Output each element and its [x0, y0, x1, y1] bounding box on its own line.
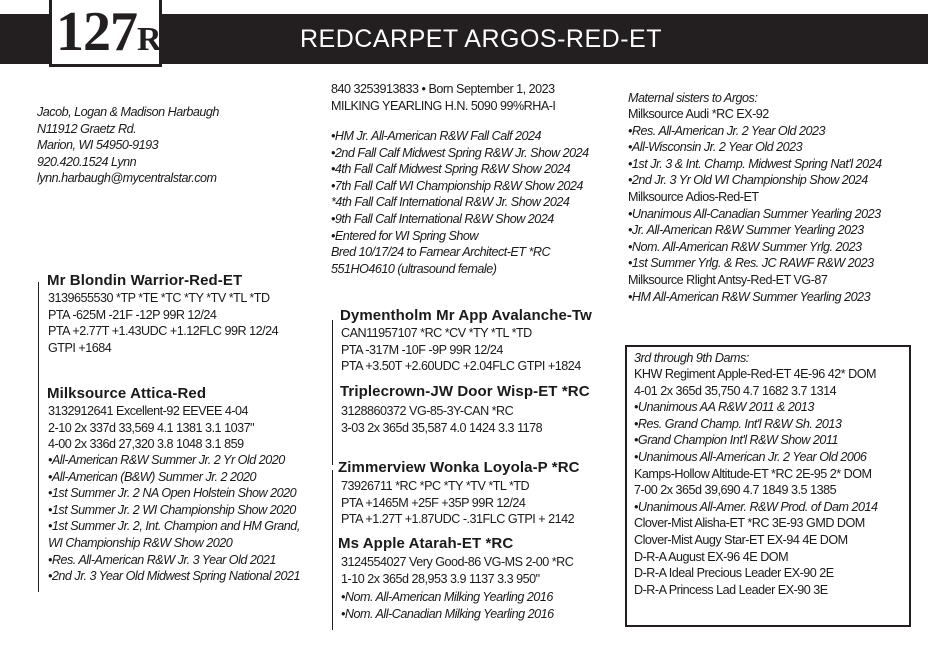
sister-entry: Milksource Adios-Red-ET — [628, 189, 759, 204]
ancestral-dam-record: 4-01 2x 365d 35,750 4.7 1682 3.7 1314 — [634, 383, 837, 398]
sire-line: PTA -625M -21F -12P 99R 12/24 — [48, 307, 217, 322]
sire-bracket-line — [38, 282, 39, 592]
dam-honor: •All-American (B&W) Summer Jr. 2 2020 — [48, 469, 256, 484]
paternal-side-bracket-line — [332, 470, 333, 630]
consignor-line: Jacob, Logan & Madison Harbaugh — [37, 105, 219, 119]
paternal-grandsire-line: PTA +1.27T +1.87UDC -.31FLC GTPI + 2142 — [341, 512, 575, 527]
sister-honor: •All-Wisconsin Jr. 2 Year Old 2023 — [628, 140, 803, 155]
dam-honor: WI Championship R&W Show 2020 — [48, 535, 233, 550]
consignor-line: lynn.harbaugh@mycentralstar.com — [37, 171, 217, 186]
sister-entry: Milksource Audi *RC EX-92 — [628, 107, 769, 121]
ancestral-dam-honor: •Grand Champion Int'l R&W Show 2011 — [634, 433, 838, 448]
sister-honor: •2nd Jr. 3 Yr Old WI Championship Show 2024 — [628, 173, 868, 188]
maternal-granddam-line: 3-03 2x 365d 35,587 4.0 1424 3.3 1178 — [341, 420, 543, 435]
ancestral-dam-entry: Clover-Mist Augy Star-ET EX-94 4E DOM — [634, 532, 848, 547]
animal-honor: •Entered for WI Spring Show — [331, 228, 479, 243]
ancestral-dam-entry: Clover-Mist Alisha-ET *RC 3E-93 GMD DOM — [634, 516, 865, 531]
ancestral-dam-entry: KHW Regiment Apple-Red-ET 4E-96 42* DOM — [634, 367, 877, 381]
consignor-line: Marion, WI 54950-9193 — [37, 138, 159, 153]
ancestral-dam-entry: D-R-A Ideal Precious Leader EX-90 2E — [634, 566, 834, 581]
maternal-sisters-heading: Maternal sisters to Argos: — [628, 91, 758, 105]
paternal-grandsire-line: PTA +1465M +25F +35P 99R 12/24 — [341, 495, 526, 510]
consignor-line: N11912 Graetz Rd. — [37, 121, 137, 136]
dam-name: Milksource Attica-Red — [47, 385, 207, 402]
ancestral-dam-record: 7-00 2x 365d 39,690 4.7 1849 3.5 1385 — [634, 483, 837, 498]
sister-honor: •HM All-American R&W Summer Yearling 2023 — [628, 289, 871, 304]
sister-honor: •1st Summer Yrlg. & Res. JC RAWF R&W 2023 — [628, 256, 874, 271]
animal-line: 840 3253913833 • Born September 1, 2023 — [331, 82, 555, 96]
breeding-info — [331, 244, 550, 277]
animal-honors — [331, 128, 589, 244]
sister-honor: •Unanimous All-Canadian Summer Yearling 2023 — [628, 206, 881, 221]
animal-registration — [331, 81, 555, 114]
maternal-granddam-line: 3128860372 VG-85-3Y-CAN *RC — [341, 404, 514, 418]
animal-honor: •2nd Fall Calf Midwest Spring R&W Jr. Show 2024 — [331, 145, 589, 160]
sister-honor: •Jr. All-American R&W Summer Yearling 2023 — [628, 223, 864, 238]
maternal-granddam-name: Triplecrown-JW Door Wisp-ET *RC — [340, 383, 590, 400]
breeding-line: 551HO4610 (ultrasound female) — [331, 261, 497, 276]
dam-honor: •Res. All-American R&W Jr. 3 Year Old 2021 — [48, 552, 276, 567]
paternal-granddam-line: 1-10 2x 365d 28,953 3.9 1137 3.3 950" — [341, 571, 540, 586]
maternal-grandsire-line: PTA +3.50T +2.60UDC +2.04FLC GTPI +1824 — [341, 359, 581, 374]
sire-line: GTPI +1684 — [48, 340, 112, 355]
paternal-granddam-name: Ms Apple Atarah-ET *RC — [338, 535, 514, 552]
dam-line: 2-10 2x 337d 33,569 4.1 1381 3.1 1037" — [48, 420, 255, 435]
paternal-granddam-line: 3124554027 Very Good-86 VG-MS 2-00 *RC — [341, 555, 574, 569]
dam-honor: •1st Summer Jr. 2 NA Open Holstein Show 2020 — [48, 486, 297, 501]
lot-number — [56, 1, 162, 68]
animal-honor: •7th Fall Calf WI Championship R&W Show 2024 — [331, 178, 583, 193]
dam-honor: •All-American R&W Summer Jr. 2 Yr Old 2020 — [48, 453, 285, 467]
maternal-grandsire-info — [341, 325, 581, 375]
ancestral-dam-entry: D-R-A August EX-96 4E DOM — [634, 549, 789, 564]
consignor-info — [37, 104, 219, 187]
lot-number-suffix: R — [137, 21, 162, 58]
ancestral-dam-honor: •Unanimous All-Amer. R&W Prod. of Dam 2014 — [634, 499, 878, 514]
animal-honor: *4th Fall Calf International R&W Jr. Show 2024 — [331, 195, 570, 210]
dam-honors — [48, 452, 300, 585]
ancestral-dam-honor: •Unanimous AA R&W 2011 & 2013 — [634, 400, 814, 415]
animal-line: MILKING YEARLING H.N. 5090 99%RHA-I — [331, 98, 556, 113]
sister-honor: •1st Jr. 3 & Int. Champ. Midwest Spring Nat'l 2024 — [628, 156, 882, 171]
consignor-line: 920.420.1524 Lynn — [37, 154, 137, 169]
ancestral-dam-entry: Kamps-Hollow Altitude-ET *RC 2E-95 2* DOM — [634, 466, 872, 481]
paternal-grandsire-name: Zimmerview Wonka Loyola-P *RC — [338, 459, 580, 476]
paternal-grandsire-info — [341, 478, 574, 528]
dam-line: 3132912641 Excellent-92 EEVEE 4-04 — [48, 404, 249, 418]
sister-entry: Milksource Rlight Antsy-Red-ET VG-87 — [628, 272, 828, 287]
paternal-granddam-honors — [341, 589, 554, 622]
dam-honor: •1st Summer Jr. 2, Int. Champion and HM Grand, — [48, 519, 300, 534]
dam-line: 4-00 2x 336d 27,320 3.8 1048 3.1 859 — [48, 437, 244, 452]
ancestral-dams-heading: 3rd through 9th Dams: — [634, 351, 749, 365]
ancestral-dam-honor: •Unanimous All-American Jr. 2 Year Old 2006 — [634, 449, 867, 464]
animal-honor: •4th Fall Calf Midwest Spring R&W Show 2024 — [331, 162, 571, 177]
paternal-granddam-honor: •Nom. All-American Milking Yearling 2016 — [341, 590, 553, 604]
paternal-grandsire-line: 73926711 *RC *PC *TY *TV *TL *TD — [341, 479, 530, 493]
lot-number-digits: 127 — [56, 1, 137, 63]
maternal-grandsire-line: CAN11957107 *RC *CV *TY *TL *TD — [341, 326, 532, 340]
sire-line: PTA +2.77T +1.43UDC +1.12FLC 99R 12/24 — [48, 324, 279, 339]
dam-info — [48, 403, 254, 453]
breeding-line: Bred 10/17/24 to Farnear Architect-ET *RC — [331, 245, 551, 259]
maternal-sisters-list — [628, 106, 882, 305]
ancestral-dam-entry: D-R-A Princess Lad Leader EX-90 3E — [634, 582, 828, 597]
sire-info — [48, 290, 278, 356]
animal-honor: •9th Fall Calf International R&W Show 2024 — [331, 211, 554, 226]
sister-honor: •Nom. All-American R&W Summer Yrlg. 2023 — [628, 239, 862, 254]
sister-honor: •Res. All-American Jr. 2 Year Old 2023 — [628, 123, 826, 138]
paternal-granddam-info — [341, 554, 573, 587]
ancestral-dam-honor: •Res. Grand Champ. Int'l R&W Sh. 2013 — [634, 416, 842, 431]
maternal-granddam-info — [341, 403, 542, 436]
animal-honor: •HM Jr. All-American R&W Fall Calf 2024 — [331, 129, 542, 143]
paternal-granddam-honor: •Nom. All-Canadian Milking Yearling 2016 — [341, 606, 554, 621]
animal-title: REDCARPET ARGOS-RED-ET — [300, 25, 662, 53]
sire-line: 3139655530 *TP *TE *TC *TY *TV *TL *TD — [48, 291, 270, 305]
dam-honor: •1st Summer Jr. 2 WI Championship Show 2020 — [48, 502, 296, 517]
maternal-grandsire-name: Dymentholm Mr App Avalanche-Tw — [340, 307, 592, 324]
sire-name: Mr Blondin Warrior-Red-ET — [47, 272, 243, 289]
maternal-side-bracket-line — [332, 320, 333, 465]
maternal-grandsire-line: PTA -317M -10F -9P 99R 12/24 — [341, 342, 503, 357]
dam-honor: •2nd Jr. 3 Year Old Midwest Spring National 2021 — [48, 569, 301, 584]
ancestral-dams-list — [634, 366, 878, 598]
